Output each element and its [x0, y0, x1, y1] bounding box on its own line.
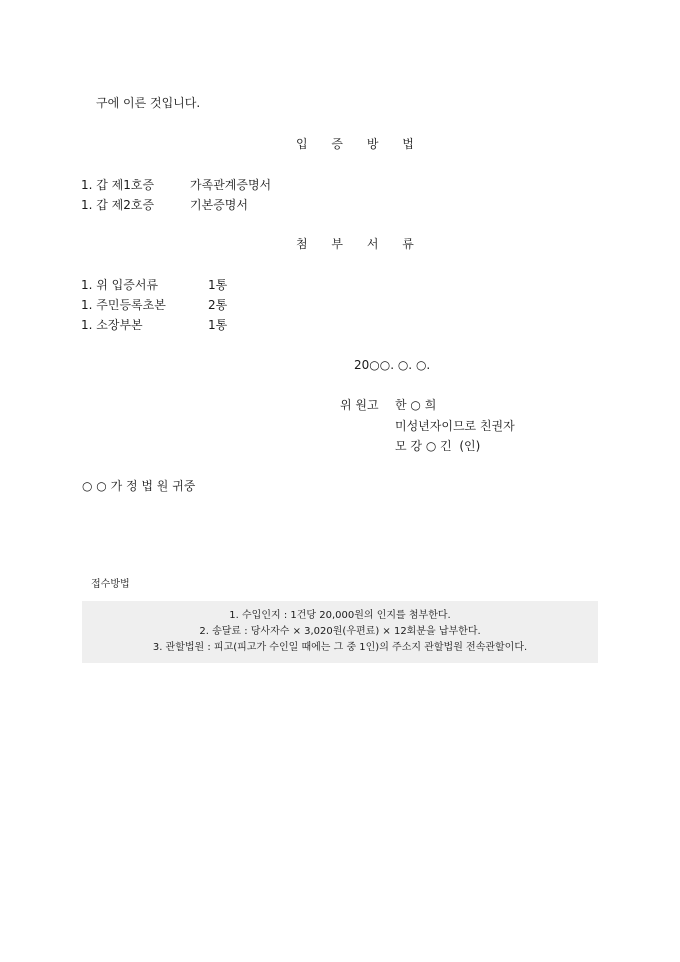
filing-guide-title: 접수방법: [91, 579, 130, 590]
attachment-item-2-label: 1. 주민등록초본: [81, 298, 166, 312]
plaintiff-name: 한 ○ 희: [395, 398, 437, 412]
attachment-item-1-value: 1통: [208, 278, 228, 292]
evidence-heading: 입 증 방 법: [296, 137, 424, 151]
guide-line-jurisdiction: 3. 관할법원 : 피고(피고가 수인일 때에는 그 중 1인)의 주소지 관할법원 전속관할이다.: [152, 642, 528, 653]
signature-prefix: 위 원고: [340, 398, 379, 412]
guide-line-postage: 2. 송달료 : 당사자수 × 3,020원(우편료) × 12회분을 납부한다.: [199, 626, 481, 637]
evidence-item-2-value: 기본증명서: [190, 198, 248, 212]
attachment-item-1-label: 1. 위 입증서류: [81, 278, 159, 292]
attachment-item-3-value: 1통: [208, 318, 228, 332]
filing-guide-box: [82, 601, 598, 663]
court-addressee: ○ ○ 가 정 법 원 귀중: [82, 479, 196, 493]
intro-text: 구에 이른 것입니다.: [96, 96, 201, 110]
evidence-item-2-label: 1. 갑 제2호증: [81, 198, 155, 212]
guide-line-stamp: 1. 수입인지 : 1건당 20,000원의 인지를 첨부한다.: [229, 610, 451, 621]
evidence-item-1-label: 1. 갑 제1호증: [81, 178, 155, 192]
evidence-item-1-value: 가족관계증명서: [190, 178, 272, 192]
attachment-item-2-value: 2통: [208, 298, 228, 312]
attachment-item-3-label: 1. 소장부본: [81, 318, 143, 332]
guardian-name-seal: 모 강 ○ 긴 (인): [395, 439, 481, 453]
filing-date: 20○○. ○. ○.: [354, 358, 431, 372]
attachments-heading: 첨 부 서 류: [296, 237, 424, 251]
guardian-note: 미성년자이므로 친권자: [395, 419, 515, 433]
